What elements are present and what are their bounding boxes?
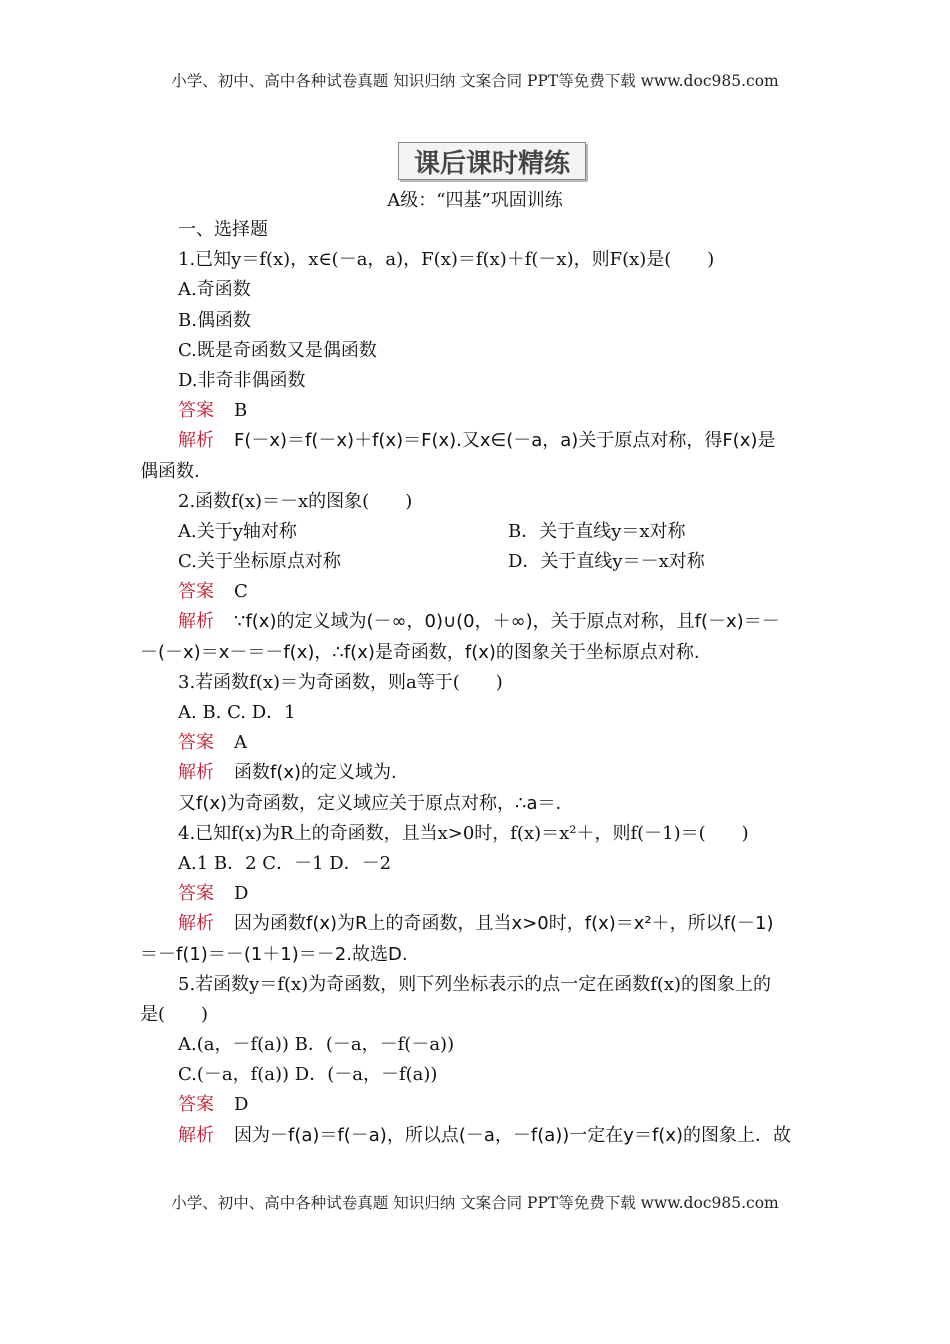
section-heading: 一、选择题 xyxy=(178,219,268,240)
page-footer: 小学、初中、高中各种试卷真题 知识归纳 文案合同 PPT等免费下载 www.doc985.com xyxy=(171,1194,779,1212)
q1-option-d: D.非奇非偶函数 xyxy=(178,369,306,391)
q1-analysis xyxy=(140,426,802,456)
q2-answer xyxy=(140,577,802,607)
q3-answer-value: A xyxy=(234,732,247,754)
q5-options-2: C.(－a，f(a)) D．(－a，－f(a)) xyxy=(178,1064,438,1086)
answer-label: 答案 xyxy=(178,732,214,754)
q2-option-d: D．关于直线y＝－x对称 xyxy=(508,551,705,573)
q4-analysis-text-2: ＝－f(1)＝－(1＋1)＝－2.故选D. xyxy=(140,943,408,965)
q2-option-b: B．关于直线y＝x对称 xyxy=(508,520,686,542)
q1-analysis-text-1: F(－x)＝f(－x)＋f(x)＝F(x).又x∈(－a，a)关于原点对称，得F(x)是 xyxy=(234,430,776,452)
q2-analysis-text-1: ∵f(x)的定义域为(－∞，0)∪(0，＋∞)，关于原点对称，且f(－x)＝－ xyxy=(234,611,780,633)
q1-analysis-text-2: 偶函数. xyxy=(140,460,200,482)
q3-analysis-text-2: 又f(x)为奇函数，定义域应关于原点对称，∴a＝. xyxy=(178,792,562,814)
q1-answer-value: B xyxy=(234,400,248,422)
q3-analysis xyxy=(140,758,802,788)
q4-answer xyxy=(140,879,802,909)
q1-option-a: A.奇函数 xyxy=(178,279,251,301)
answer-label: 答案 xyxy=(178,581,214,603)
q5-stem-2: 是( ) xyxy=(140,1003,209,1025)
q4-analysis-text-1: 因为函数f(x)为R上的奇函数，且当x>0时，f(x)＝x²＋，所以f(－1) xyxy=(234,913,774,935)
q2-options-row-1 xyxy=(140,517,802,547)
analysis-label: 解析 xyxy=(178,430,214,452)
q2-option-a: A.关于y轴对称 xyxy=(178,520,297,542)
q5-stem-1: 5.若函数y＝f(x)为奇函数，则下列坐标表示的点一定在函数f(x)的图象上的 xyxy=(178,973,772,995)
analysis-label: 解析 xyxy=(178,762,214,784)
q2-option-c: C.关于坐标原点对称 xyxy=(178,551,341,573)
level-subtitle: A级：“四基”巩固训练 xyxy=(387,190,563,211)
q5-analysis xyxy=(140,1121,802,1151)
q1-option-b: B.偶函数 xyxy=(178,309,251,331)
answer-label: 答案 xyxy=(178,883,214,905)
q2-analysis-text-2: －(－x)＝x－＝－f(x)，∴f(x)是奇函数，f(x)的图象关于坐标原点对称. xyxy=(140,641,700,663)
q4-answer-value: D xyxy=(234,883,249,905)
page-header: 小学、初中、高中各种试卷真题 知识归纳 文案合同 PPT等免费下载 www.doc985.com xyxy=(171,72,779,90)
analysis-label: 解析 xyxy=(178,611,214,633)
answer-label: 答案 xyxy=(178,1094,214,1116)
section-title: 课后课时精练 xyxy=(398,142,586,180)
q4-stem: 4.已知f(x)为R上的奇函数，且当x>0时，f(x)＝x²＋，则f(－1)＝( ) xyxy=(178,822,749,844)
q2-answer-value: C xyxy=(234,581,248,603)
exercise-content xyxy=(140,215,802,1151)
q2-options-row-2 xyxy=(140,547,802,577)
q5-answer-value: D xyxy=(234,1094,249,1116)
q1-answer xyxy=(140,396,802,426)
q2-analysis xyxy=(140,607,802,637)
q1-stem: 1.已知y＝f(x)，x∈(－a，a)，F(x)＝f(x)＋f(－x)，则F(x)是( ) xyxy=(178,249,715,271)
q3-answer xyxy=(140,728,802,758)
answer-label: 答案 xyxy=(178,400,214,422)
q5-options-1: A.(a，－f(a)) B．(－a，－f(－a)) xyxy=(178,1034,455,1056)
analysis-label: 解析 xyxy=(178,1124,214,1146)
q1-option-c: C.既是奇函数又是偶函数 xyxy=(178,339,377,361)
q5-answer xyxy=(140,1090,802,1120)
q4-analysis xyxy=(140,909,802,939)
analysis-label: 解析 xyxy=(178,913,214,935)
q4-options: A.1 B．2 C．－1 D．－2 xyxy=(178,852,392,874)
q2-stem: 2.函数f(x)＝－x的图象( ) xyxy=(178,490,413,512)
q3-stem: 3.若函数f(x)＝为奇函数，则a等于( ) xyxy=(178,671,503,693)
q5-analysis-text-1: 因为－f(a)＝f(－a)，所以点(－a，－f(a))一定在y＝f(x)的图象上．故 xyxy=(234,1124,791,1146)
q3-analysis-text-1: 函数f(x)的定义域为. xyxy=(234,762,397,784)
q3-options: A. B. C. D．1 xyxy=(178,702,296,723)
